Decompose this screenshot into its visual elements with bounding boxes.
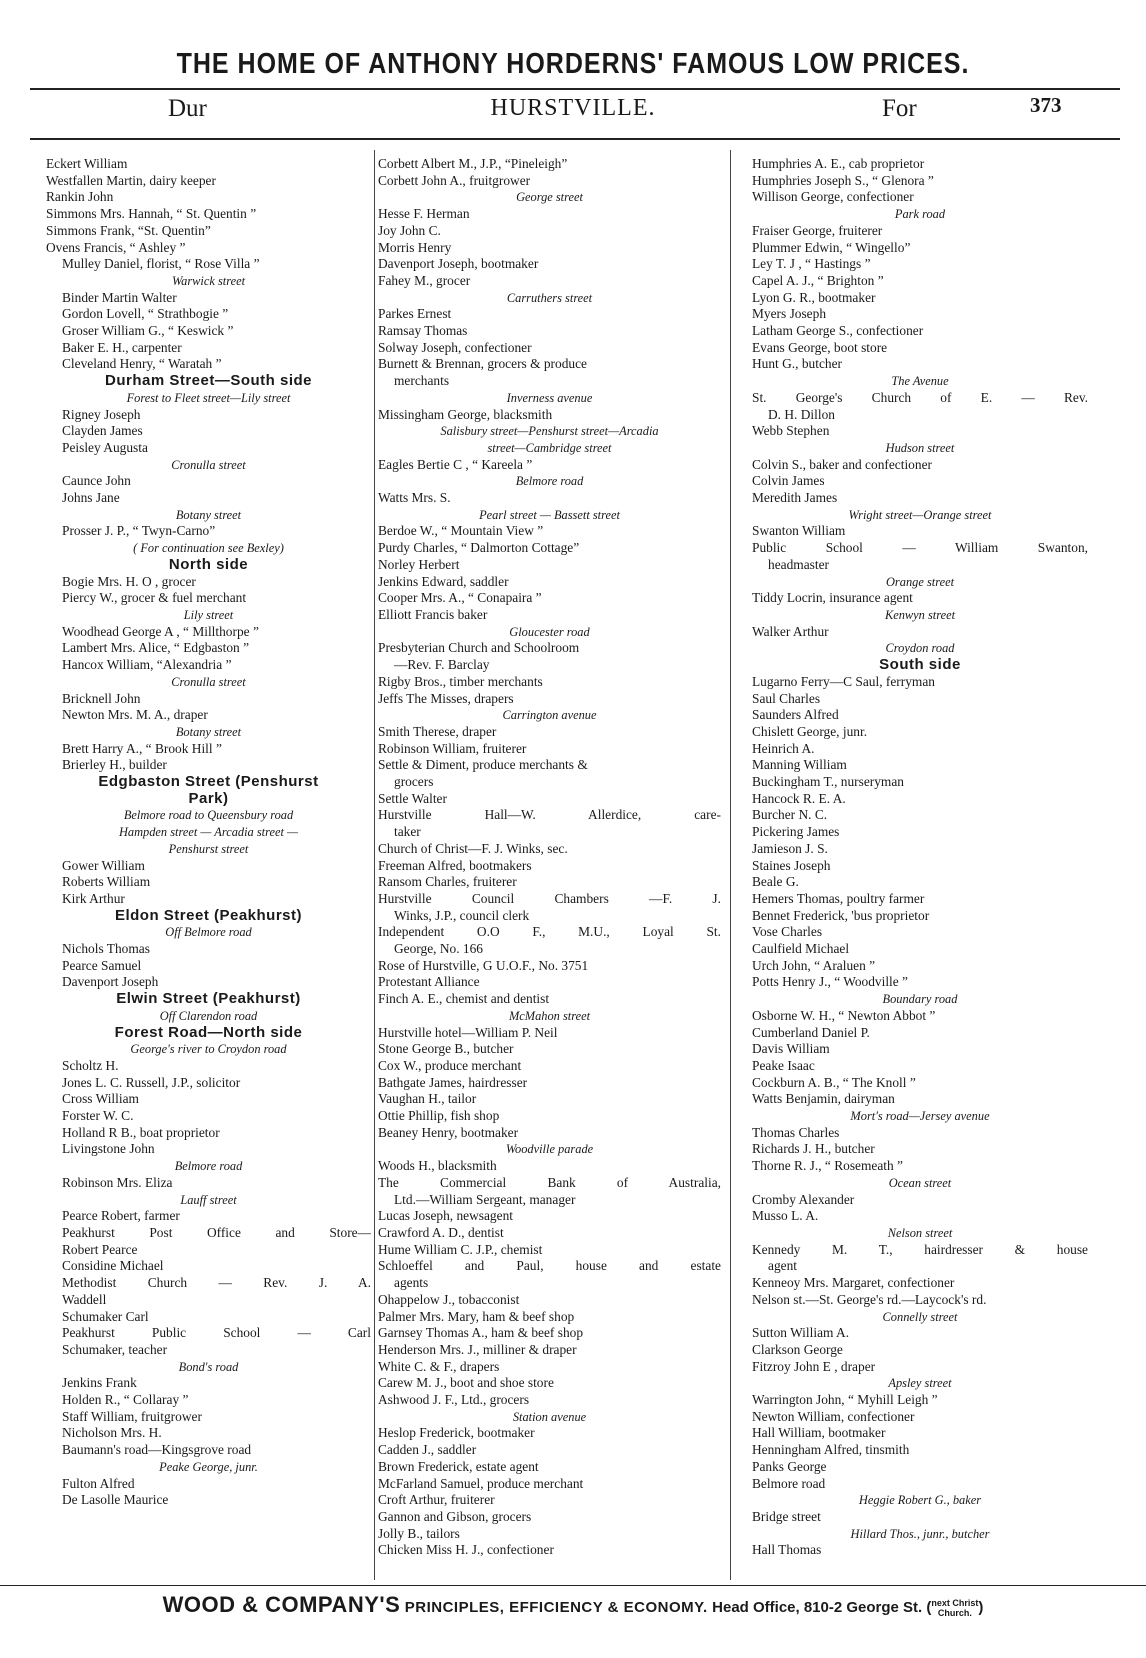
directory-entry: Croft Arthur, fruiterer	[378, 1492, 495, 1508]
directory-entry: —Rev. F. Barclay	[394, 657, 490, 673]
directory-entry: Meredith James	[752, 490, 838, 506]
directory-entry: Pickering James	[752, 824, 840, 840]
directory-entry: Lucas Joseph, newsagent	[378, 1208, 513, 1224]
directory-entry: Holden R., “ Collaray ”	[62, 1392, 189, 1408]
top-banner: THE HOME OF ANTHONY HORDERNS' FAMOUS LOW PRICES.	[176, 47, 970, 81]
street-subheading: Botany street	[175, 724, 242, 739]
street-subheading: Belmore road to Queensbury road	[123, 808, 294, 823]
directory-entry: White C. & F., drapers	[378, 1358, 500, 1374]
directory-entry: Panks George	[752, 1458, 827, 1474]
column-divider	[730, 150, 731, 1580]
directory-entry: Burnett & Brennan, grocers & produce	[378, 356, 587, 372]
directory-entry: Peakhurst Public School — Carl	[62, 1325, 371, 1341]
street-subheading: Hillard Thos., junr., butcher	[850, 1526, 990, 1541]
directory-entry: Cumberland Daniel P.	[752, 1024, 870, 1040]
directory-entry: Missingham George, blacksmith	[378, 406, 553, 422]
footer-rule	[0, 1585, 1146, 1586]
directory-entry: Nicholson Mrs. H.	[62, 1425, 162, 1441]
directory-entry: Hancock R. E. A.	[752, 790, 846, 806]
directory-entry: Carew M. J., boot and shoe store	[378, 1375, 554, 1391]
directory-entry: Heinrich A.	[752, 740, 815, 756]
directory-entry: Kirk Arthur	[62, 890, 125, 906]
directory-entry: Warrington John, “ Myhill Leigh ”	[752, 1392, 938, 1408]
directory-entry: Richards J. H., butcher	[752, 1141, 875, 1157]
directory-entry: Lyon G. R., bootmaker	[752, 289, 876, 305]
directory-entry: Palmer Mrs. Mary, ham & beef shop	[378, 1308, 575, 1324]
directory-entry: Groser William G., “ Keswick ”	[62, 323, 234, 339]
directory-entry: Holland R B., boat proprietor	[62, 1124, 220, 1140]
directory-entry: Berdoe W., “ Mountain View ”	[378, 523, 544, 539]
directory-entry: Sutton William A.	[752, 1325, 850, 1341]
directory-entry: Robinson Mrs. Eliza	[62, 1174, 173, 1190]
directory-entry: Henderson Mrs. J., milliner & draper	[378, 1341, 577, 1357]
street-heading: Forest Road—North side	[114, 1024, 303, 1041]
directory-entry: Considine Michael	[62, 1258, 164, 1274]
footer-address: Head Office, 810-2 George St. (	[712, 1599, 932, 1616]
street-heading: Edgbaston Street (Penshurst	[98, 774, 319, 791]
directory-entry: agents	[394, 1275, 429, 1291]
directory-entry: Elliott Francis baker	[378, 606, 488, 622]
page-title: HURSTVILLE.	[490, 95, 656, 121]
street-subheading: Carrington avenue	[502, 708, 597, 723]
directory-entry: Ltd.—William Sergeant, manager	[394, 1191, 576, 1207]
directory-entry: Pearce Samuel	[62, 957, 142, 973]
directory-entry: Cockburn A. B., “ The Knoll ”	[752, 1074, 916, 1090]
street-subheading: Wright street—Orange street	[848, 507, 992, 522]
directory-entry: Rigby Bros., timber merchants	[378, 673, 543, 689]
directory-entry: Settle Walter	[378, 790, 447, 806]
directory-entry: Davis William	[752, 1041, 830, 1057]
directory-entry: Woods H., blacksmith	[378, 1158, 497, 1174]
directory-entry: Crawford A. D., dentist	[378, 1225, 504, 1240]
directory-entry: Church of Christ—F. J. Winks, sec.	[378, 840, 568, 856]
directory-entry: Fulton Alfred	[62, 1475, 135, 1491]
directory-entry: Ashwood J. F., Ltd., grocers	[378, 1392, 530, 1408]
directory-entry: Lugarno Ferry—C Saul, ferryman	[752, 673, 935, 689]
directory-entry: Simmons Mrs. Hannah, “ St. Quentin ”	[46, 206, 257, 222]
directory-entry: Peisley Augusta	[62, 439, 148, 455]
directory-entry: Rankin John	[46, 189, 114, 205]
directory-entry: Ramsay Thomas	[378, 323, 468, 339]
street-subheading: Nelson street	[887, 1226, 953, 1240]
street-subheading: street—Cambridge street	[487, 440, 612, 455]
directory-entry: Hume William C. J.P., chemist	[378, 1241, 543, 1257]
directory-entry: Roberts William	[62, 874, 151, 890]
directory-entry: Chislett George, junr.	[752, 723, 868, 739]
directory-entry: Potts Henry J., “ Woodville ”	[752, 974, 908, 990]
directory-entry: Winks, J.P., council clerk	[394, 907, 530, 923]
street-heading: South side	[879, 657, 961, 674]
street-subheading: Mort's road—Jersey avenue	[850, 1109, 990, 1124]
directory-entry: Bennet Frederick, 'bus proprietor	[752, 907, 930, 923]
directory-entry: Jolly B., tailors	[378, 1525, 460, 1541]
directory-entry: Cooper Mrs. A., “ Conapaira ”	[378, 590, 542, 606]
directory-entry: Musso L. A.	[752, 1208, 819, 1224]
directory-entry: Morris Henry	[378, 239, 452, 255]
street-subheading: Carruthers street	[506, 290, 593, 305]
directory-entry: Fitzroy John E , draper	[752, 1358, 876, 1374]
directory-entry: Gower William	[62, 857, 145, 873]
directory-entry: Swanton William	[752, 523, 846, 539]
directory-entry: Bricknell John	[62, 690, 141, 706]
directory-entry: Parkes Ernest	[378, 306, 452, 322]
directory-entry: Hall Thomas	[752, 1542, 822, 1558]
directory-entry: Schloeffel and Paul, house and estate	[378, 1258, 721, 1274]
street-subheading: George's river to Croydon road	[130, 1042, 287, 1057]
street-subheading: ( For continuation see Bexley)	[133, 541, 284, 556]
directory-entry: headmaster	[768, 556, 829, 572]
street-subheading: Woodville parade	[505, 1142, 594, 1157]
directory-entry: Ransom Charles, fruiterer	[378, 874, 517, 890]
directory-entry: Forster W. C.	[62, 1108, 134, 1124]
directory-entry: Davenport Joseph, bootmaker	[378, 256, 539, 272]
directory-entry: Johns Jane	[62, 490, 120, 506]
directory-entry: Baumann's road—Kingsgrove road	[62, 1442, 252, 1458]
directory-entry: Finch A. E., chemist and dentist	[378, 991, 550, 1007]
directory-entry: Ohappelow J., tobacconist	[378, 1291, 520, 1307]
directory-entry: Osborne W. H., “ Newton Abbot ”	[752, 1007, 936, 1023]
directory-entry: Presbyterian Church and Schoolroom	[378, 640, 580, 656]
directory-entry: Brown Frederick, estate agent	[378, 1458, 539, 1474]
directory-entry: Robinson William, fruiterer	[378, 740, 527, 756]
directory-entry: Davenport Joseph	[62, 974, 159, 990]
directory-entry: Saul Charles	[752, 690, 821, 706]
street-heading: North side	[168, 556, 249, 573]
directory-entry: Purdy Charles, “ Dalmorton Cottage”	[378, 540, 580, 556]
directory-entry: St. George's Church of E. — Rev.	[752, 389, 1088, 405]
street-subheading: Kenwyn street	[884, 607, 956, 622]
directory-entry: Vaughan H., tailor	[378, 1091, 477, 1107]
directory-entry: Tiddy Locrin, insurance agent	[752, 590, 913, 606]
directory-entry: Peakhurst Post Office and Store—	[62, 1225, 371, 1240]
directory-entry: Willison George, confectioner	[752, 189, 914, 205]
directory-entry: Woodhead George A , “ Millthorpe ”	[62, 623, 259, 639]
directory-entry: Thomas Charles	[752, 1124, 840, 1140]
directory-entry: Newton William, confectioner	[752, 1408, 915, 1424]
directory-entry: Freeman Alfred, bootmakers	[378, 857, 532, 873]
directory-entry: Jeffs The Misses, drapers	[378, 690, 514, 706]
street-subheading: Off Clarendon road	[159, 1008, 258, 1023]
directory-entry: Hesse F. Herman	[378, 206, 470, 222]
street-subheading: Hudson street	[885, 440, 955, 455]
directory-entry: Binder Martin Walter	[62, 289, 177, 305]
street-subheading: Gloucester road	[509, 624, 590, 639]
directory-entry: Bridge street	[752, 1508, 821, 1524]
directory-entry: Burcher N. C.	[752, 807, 828, 823]
footer-tagline: PRINCIPLES, EFFICIENCY & ECONOMY.	[404, 1599, 708, 1616]
footer	[0, 1592, 1146, 1618]
directory-entry: Beale G.	[752, 874, 799, 890]
directory-entry: Chicken Miss H. J., confectioner	[378, 1542, 554, 1558]
directory-entry: Simmons Frank, “St. Quentin”	[46, 222, 211, 238]
directory-entry: Gannon and Gibson, grocers	[378, 1508, 532, 1524]
street-subheading: Inverness avenue	[506, 390, 593, 405]
directory-entry: Clarkson George	[752, 1341, 843, 1357]
street-subheading: Connelly street	[882, 1309, 958, 1324]
directory-entry: Saunders Alfred	[752, 707, 839, 723]
directory-entry: Kenneoy Mrs. Margaret, confectioner	[752, 1275, 955, 1291]
directory-entry: Hall William, bootmaker	[752, 1425, 886, 1441]
directory-entry: Henningham Alfred, tinsmith	[752, 1442, 910, 1458]
directory-entry: Thorne R. J., “ Rosemeath ”	[752, 1158, 903, 1174]
street-subheading: Warwick street	[171, 273, 246, 288]
directory-entry: Heslop Frederick, bootmaker	[378, 1425, 535, 1441]
street-subheading: Peake George, junr.	[159, 1459, 258, 1474]
directory-entry: Cleveland Henry, “ Waratah ”	[62, 356, 222, 372]
street-subheading: Salisbury street—Penshurst street—Arcadia	[440, 424, 659, 439]
directory-entry: Garnsey Thomas A., ham & beef shop	[378, 1325, 584, 1341]
footer-address-bottom: Church.	[937, 1607, 972, 1618]
street-heading: Eldon Street (Peakhurst)	[114, 907, 303, 924]
directory-entry: Mulley Daniel, florist, “ Rose Villa ”	[62, 256, 260, 272]
street-subheading: Cronulla street	[171, 674, 246, 689]
street-subheading: Boundary road	[882, 992, 958, 1007]
directory-entry: Westfallen Martin, dairy keeper	[46, 172, 216, 188]
directory-entry: Capel A. J., “ Brighton ”	[752, 272, 884, 288]
directory-entry: Kennedy M. T., hairdresser & house	[752, 1241, 1088, 1257]
directory-entry: Myers Joseph	[752, 306, 827, 322]
directory-entry: Waddell	[62, 1291, 107, 1307]
directory-entry: Hemers Thomas, poultry farmer	[752, 890, 925, 906]
directory-entry: Clayden James	[62, 423, 143, 439]
directory-entry: agent	[768, 1258, 797, 1274]
directory-entry: merchants	[394, 373, 450, 389]
directory-entry: Fahey M., grocer	[378, 272, 471, 288]
directory-entry: Gordon Lovell, “ Strathbogie ”	[62, 306, 229, 322]
directory-entry: Hurstville Hall—W. Allerdice, care-	[378, 807, 721, 823]
directory-entry: Brett Harry A., “ Brook Hill ”	[62, 740, 222, 756]
directory-entry: D. H. Dillon	[768, 406, 835, 422]
directory-entry: Fraiser George, fruiterer	[752, 222, 883, 238]
directory-entry: De Lasolle Maurice	[62, 1492, 169, 1508]
directory-entry: Walker Arthur	[752, 623, 829, 639]
directory-entry: Hunt G., butcher	[752, 356, 842, 372]
directory-entry: Joy John C.	[378, 222, 441, 238]
street-subheading: Orange street	[885, 574, 955, 589]
directory-entry: Buckingham T., nurseryman	[752, 774, 904, 790]
directory-entry: Jamieson J. S.	[752, 840, 828, 856]
directory-column-3	[752, 156, 1088, 1559]
directory-entry: Piercy W., grocer & fuel merchant	[62, 590, 247, 606]
directory-entry: Cross William	[62, 1091, 139, 1107]
directory-entry: Corbett John A., fruitgrower	[378, 172, 531, 188]
directory-entry: Prosser J. P., “ Twyn-Carno”	[62, 523, 216, 539]
street-subheading: Croydon road	[885, 641, 955, 656]
street-subheading: Station avenue	[512, 1409, 587, 1424]
street-heading: Elwin Street (Peakhurst)	[116, 991, 301, 1008]
street-subheading: Ocean street	[888, 1175, 952, 1190]
directory-entry: Pearce Robert, farmer	[62, 1208, 180, 1224]
directory-entry: Cadden J., saddler	[378, 1442, 477, 1458]
street-subheading: Penshurst street	[168, 841, 249, 856]
directory-entry: Ley T. J , “ Hastings ”	[752, 256, 871, 272]
directory-entry: Nelson st.—St. George's rd.—Laycock's rd.	[752, 1291, 987, 1307]
directory-column-1	[46, 156, 371, 1509]
directory-entry: Webb Stephen	[752, 423, 830, 439]
directory-entry: Stone George B., butcher	[378, 1041, 514, 1057]
street-subheading: The Avenue	[891, 374, 949, 389]
directory-entry: Vose Charles	[752, 924, 823, 940]
street-subheading: Bond's road	[178, 1359, 239, 1374]
directory-entry: Cox W., produce merchant	[378, 1057, 522, 1073]
directory-entry: Nichols Thomas	[62, 941, 150, 957]
street-subheading: Cronulla street	[171, 457, 246, 472]
page-number: 373	[1030, 93, 1062, 117]
footer-address-note	[931, 1598, 978, 1618]
directory-entry: Urch John, “ Araluen ”	[752, 957, 876, 973]
directory-entry: grocers	[394, 774, 434, 790]
directory-entry: Jenkins Frank	[62, 1375, 137, 1391]
directory-entry: Ottie Phillip, fish shop	[378, 1108, 500, 1124]
directory-entry: Cromby Alexander	[752, 1191, 855, 1207]
directory-entry: Settle & Diment, produce merchants &	[378, 757, 588, 773]
header-left-guide: Dur	[168, 95, 207, 122]
directory-entry: Newton Mrs. M. A., draper	[62, 707, 208, 723]
street-subheading: Heggie Robert G., baker	[858, 1493, 982, 1508]
street-subheading: Pearl street — Bassett street	[479, 507, 620, 522]
directory-entry: Colvin S., baker and confectioner	[752, 456, 932, 472]
directory-entry: Humphries A. E., cab proprietor	[752, 156, 925, 171]
directory-entry: Manning William	[752, 757, 847, 773]
footer-brand: WOOD & COMPANY'S	[162, 1592, 401, 1617]
street-subheading: Apsley street	[888, 1376, 952, 1391]
directory-entry: taker	[394, 824, 421, 840]
street-heading: Durham Street—South side	[104, 373, 313, 390]
street-subheading: Park road	[894, 207, 946, 222]
directory-entry: Livingstone John	[62, 1141, 155, 1157]
directory-entry: Independent O.O F., M.U., Loyal St.	[378, 924, 721, 940]
directory-entry: Corbett Albert M., J.P., “Pineleigh”	[378, 156, 568, 171]
directory-entry: Evans George, boot store	[752, 339, 888, 355]
street-subheading: Lily street	[183, 607, 234, 622]
directory-entry: Brierley H., builder	[62, 757, 167, 773]
directory-entry: Schumaker Carl	[62, 1308, 149, 1324]
street-subheading: McMahon street	[508, 1008, 591, 1023]
directory-entry: Latham George S., confectioner	[752, 323, 924, 339]
directory-entry: Solway Joseph, confectioner	[378, 339, 532, 355]
directory-entry: Staff William, fruitgrower	[62, 1408, 202, 1424]
directory-entry: Bogie Mrs. H. O , grocer	[62, 573, 196, 589]
directory-entry: Hurstville hotel—William P. Neil	[378, 1024, 558, 1040]
directory-entry: Protestant Alliance	[378, 974, 480, 990]
directory-entry: Smith Therese, draper	[378, 723, 497, 739]
directory-entry: Robert Pearce	[62, 1241, 138, 1257]
street-subheading: Hampden street — Arcadia street —	[118, 825, 299, 840]
directory-entry: Caulfield Michael	[752, 941, 850, 957]
street-subheading: Botany street	[175, 507, 242, 522]
header-right-guide: For	[882, 95, 917, 122]
directory-entry: George, No. 166	[394, 941, 484, 957]
directory-entry: Lambert Mrs. Alice, “ Edgbaston ”	[62, 640, 250, 656]
directory-entry: Ovens Francis, “ Ashley ”	[46, 239, 186, 255]
footer-address-close: )	[978, 1599, 984, 1616]
directory-entry: Scholtz H.	[62, 1057, 119, 1073]
directory-entry: Plummer Edwin, “ Wingello”	[752, 239, 911, 255]
directory-entry: Staines Joseph	[752, 857, 831, 873]
street-subheading: Lauff street	[180, 1192, 237, 1207]
street-subheading: Forest to Fleet street—Lily street	[126, 390, 291, 405]
directory-entry: Humphries Joseph S., “ Glenora ”	[752, 172, 934, 188]
directory-entry: Methodist Church — Rev. J. A.	[62, 1275, 371, 1291]
street-subheading: Off Belmore road	[165, 925, 252, 940]
directory-entry: Beaney Henry, bootmaker	[378, 1124, 519, 1140]
directory-column-2	[378, 156, 721, 1559]
directory-entry: Eagles Bertie C , “ Kareela ”	[378, 456, 533, 472]
column-divider	[374, 150, 375, 1580]
directory-entry: Bathgate James, hairdresser	[378, 1074, 528, 1090]
directory-entry: Schumaker, teacher	[62, 1341, 168, 1357]
street-subheading: Belmore road	[174, 1159, 243, 1174]
directory-entry: Caunce John	[62, 473, 131, 489]
header-rule	[30, 88, 1120, 90]
directory-entry: McFarland Samuel, produce merchant	[378, 1475, 584, 1491]
directory-entry: Belmore road	[752, 1475, 826, 1491]
directory-entry: Colvin James	[752, 473, 825, 489]
directory-entry: Baker E. H., carpenter	[62, 339, 182, 355]
subheader-rule	[30, 138, 1120, 140]
directory-entry: Eckert William	[46, 156, 128, 171]
directory-entry: Norley Herbert	[378, 556, 460, 572]
footer-address-top: next Christ	[931, 1597, 979, 1608]
directory-entry: Jenkins Edward, saddler	[378, 573, 509, 589]
street-subheading: Belmore road	[515, 474, 584, 489]
directory-entry: Watts Benjamin, dairyman	[752, 1091, 895, 1107]
directory-entry: Rigney Joseph	[62, 406, 141, 422]
directory-entry: Hurstville Council Chambers —F. J.	[378, 890, 721, 906]
directory-entry: Rose of Hurstville, G U.O.F., No. 3751	[378, 957, 589, 973]
directory-entry: Watts Mrs. S.	[378, 490, 451, 506]
directory-entry: Public School — William Swanton,	[752, 540, 1088, 556]
directory-entry: Hancox William, “Alexandria ”	[62, 657, 232, 673]
directory-entry: Peake Isaac	[752, 1057, 815, 1073]
street-heading: Park)	[188, 790, 229, 807]
street-subheading: George street	[516, 190, 583, 205]
directory-entry: The Commercial Bank of Australia,	[378, 1174, 721, 1190]
directory-entry: Jones L. C. Russell, J.P., solicitor	[62, 1074, 241, 1090]
